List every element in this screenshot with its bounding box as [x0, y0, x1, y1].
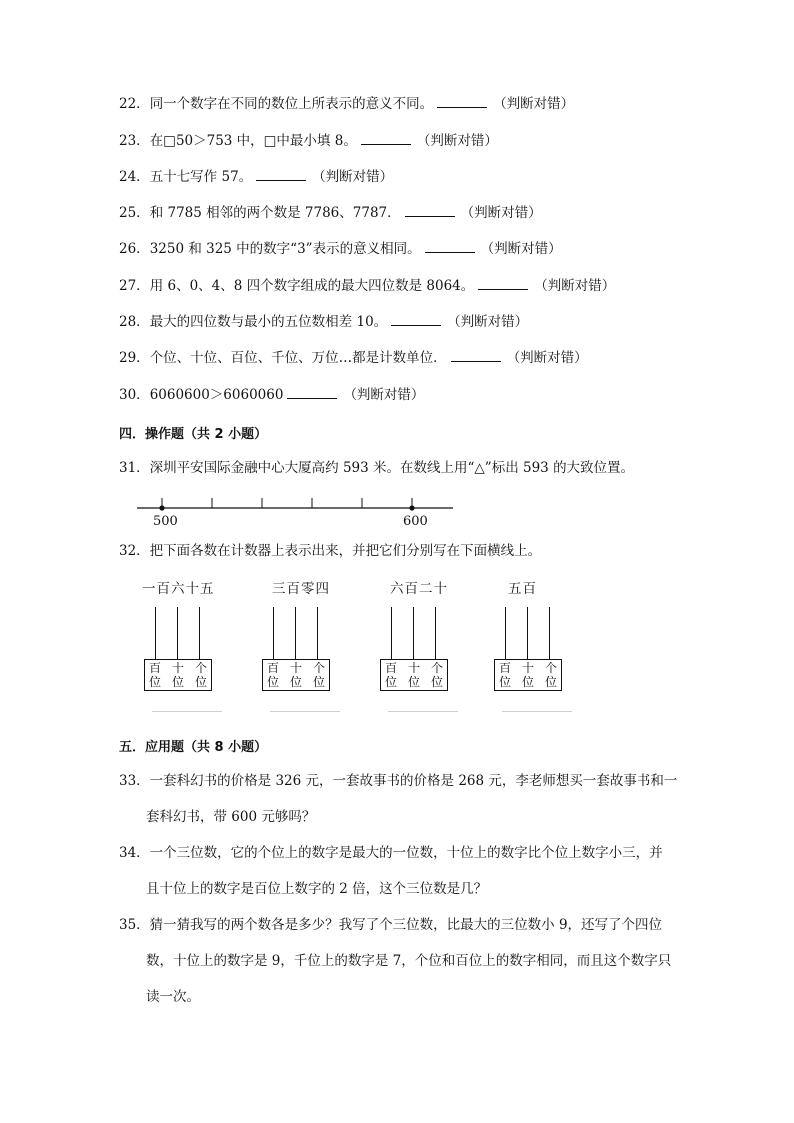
question-text: 最大的四位数与最小的五位数相差 10。 — [149, 314, 388, 330]
place-tens: 十 — [172, 661, 185, 675]
question-30 — [119, 386, 424, 404]
unit-label: 位 — [290, 675, 303, 689]
place-tens: 十 — [290, 661, 303, 675]
rod-tens — [413, 607, 414, 659]
question-31-text: 31．深圳平安国际金融中心大厦高约 593 米。在数线上用“△”标出 593 的大致位置。 — [119, 460, 635, 476]
rod-tens — [295, 607, 296, 659]
place-tens: 十 — [522, 661, 535, 675]
question-text: 在□50＞753 中，□中最小填 8。 — [149, 133, 357, 149]
counter-title: 六百二十 — [390, 581, 448, 597]
unit-label: 位 — [313, 675, 326, 689]
question-number: 24． — [119, 169, 150, 185]
question-22 — [119, 95, 574, 113]
rod-tens — [527, 607, 528, 659]
answer-blank[interactable] — [451, 349, 501, 362]
question-text: 五十七写作 57。 — [149, 169, 253, 185]
question-32-text: 32．把下面各数在计数器上表示出来，并把它们分别写在下面横线上。 — [119, 543, 542, 559]
question-26 — [119, 240, 562, 258]
question-35-line2: 数，十位上的数字是 9，千位上的数字是 7，个位和百位上的数字相同，而且这个数字只 — [146, 953, 672, 969]
question-29 — [119, 349, 588, 367]
place-hundreds: 百 — [267, 661, 280, 675]
question-hint: （判断对错） — [416, 133, 498, 149]
question-number: 25． — [119, 205, 150, 221]
counter-title: 五百 — [508, 581, 537, 597]
place-ones: 个 — [545, 661, 558, 675]
question-hint: （判断对错） — [447, 314, 529, 330]
question-hint: （判断对错） — [460, 205, 542, 221]
label-500: 500 — [153, 514, 178, 528]
place-ones: 个 — [313, 661, 326, 675]
rod-hundreds — [273, 607, 274, 659]
question-35-line1: 35．猜一猜我写的两个数各是多少？我写了个三位数，比最大的三位数小 9，还写了个四位 — [119, 917, 663, 933]
answer-blank[interactable] — [437, 95, 487, 108]
answer-blank[interactable] — [478, 277, 528, 290]
rod-tens — [177, 607, 178, 659]
unit-label: 位 — [545, 675, 558, 689]
question-text: 和 7785 相邻的两个数是 7786、7787． — [149, 205, 401, 221]
counter-base — [380, 659, 448, 691]
question-28 — [119, 313, 528, 331]
unit-label: 位 — [408, 675, 421, 689]
question-hint: （判断对错） — [480, 241, 562, 257]
question-23 — [119, 132, 498, 150]
section-title-operations: 四．操作题（共 2 小题） — [119, 427, 268, 442]
place-hundreds: 百 — [149, 661, 162, 675]
counter-3[interactable] — [374, 575, 464, 715]
unit-label: 位 — [195, 675, 208, 689]
counter-base — [262, 659, 330, 691]
question-33-line1: 33．一套科幻书的价格是 326 元，一套故事书的价格是 268 元，李老师想买一套故事书和一 — [119, 773, 678, 789]
counter-title: 三百零四 — [272, 581, 330, 597]
question-27 — [119, 277, 615, 295]
answer-blank[interactable] — [391, 313, 441, 326]
rod-ones — [549, 607, 550, 659]
counter-base — [144, 659, 212, 691]
section-title-applications: 五．应用题（共 8 小题） — [119, 740, 268, 755]
place-ones: 个 — [431, 661, 444, 675]
answer-blank[interactable] — [405, 204, 455, 217]
place-tens: 十 — [408, 661, 421, 675]
unit-label: 位 — [149, 675, 162, 689]
question-34-line2: 且十位上的数字是百位上数字的 2 倍，这个三位数是几？ — [146, 881, 488, 897]
rod-ones — [435, 607, 436, 659]
rod-hundreds — [505, 607, 506, 659]
question-number: 26． — [119, 241, 150, 257]
unit-label: 位 — [499, 675, 512, 689]
counter-base — [494, 659, 562, 691]
place-hundreds: 百 — [499, 661, 512, 675]
rod-ones — [317, 607, 318, 659]
rod-hundreds — [391, 607, 392, 659]
question-number: 27． — [119, 278, 150, 294]
question-hint: （判断对错） — [534, 278, 616, 294]
answer-line[interactable] — [388, 711, 458, 712]
answer-line[interactable] — [270, 711, 340, 712]
place-ones: 个 — [195, 661, 208, 675]
rod-ones — [199, 607, 200, 659]
answer-blank[interactable] — [361, 132, 411, 145]
question-25 — [119, 204, 542, 222]
answer-line[interactable] — [502, 711, 572, 712]
answer-blank[interactable] — [425, 240, 475, 253]
question-hint: （判断对错） — [506, 350, 588, 366]
label-600: 600 — [403, 514, 428, 528]
answer-blank[interactable] — [287, 386, 337, 399]
rod-hundreds — [155, 607, 156, 659]
unit-label: 位 — [172, 675, 185, 689]
place-hundreds: 百 — [385, 661, 398, 675]
question-number: 23． — [119, 133, 150, 149]
unit-label: 位 — [431, 675, 444, 689]
question-number: 29． — [119, 350, 150, 366]
question-33-line2: 套科幻书，带 600 元够吗？ — [146, 809, 316, 825]
question-34-line1: 34．一个三位数，它的个位上的数字是最大的一位数，十位上的数字比个位上数字小三，并 — [119, 845, 663, 861]
question-35-line3: 读一次。 — [146, 989, 200, 1005]
point-500 — [159, 505, 164, 510]
question-text: 3250 和 325 中的数字“3”表示的意义相同。 — [149, 241, 421, 257]
question-text: 同一个数字在不同的数位上所表示的意义不同。 — [149, 96, 434, 112]
unit-label: 位 — [385, 675, 398, 689]
question-text: 6060600＞6060060 — [149, 387, 284, 403]
counter-4[interactable] — [488, 575, 578, 715]
question-text: 个位、十位、百位、千位、万位…都是计数单位． — [149, 350, 447, 366]
question-number: 22． — [119, 96, 150, 112]
counter-2[interactable] — [256, 575, 346, 715]
unit-label: 位 — [267, 675, 280, 689]
counter-title: 一百六十五 — [142, 581, 215, 597]
question-24 — [119, 168, 393, 186]
counter-1[interactable] — [138, 575, 228, 715]
question-hint: （判断对错） — [312, 169, 394, 185]
question-number: 30． — [119, 387, 150, 403]
question-number: 28． — [119, 314, 150, 330]
unit-label: 位 — [522, 675, 535, 689]
answer-line[interactable] — [152, 711, 222, 712]
number-line[interactable] — [135, 494, 465, 528]
question-hint: （判断对错） — [493, 96, 575, 112]
point-600 — [409, 505, 414, 510]
answer-blank[interactable] — [256, 168, 306, 181]
question-hint: （判断对错） — [343, 387, 425, 403]
question-text: 用 6、0、4、8 四个数字组成的最大四位数是 8064。 — [149, 278, 475, 294]
